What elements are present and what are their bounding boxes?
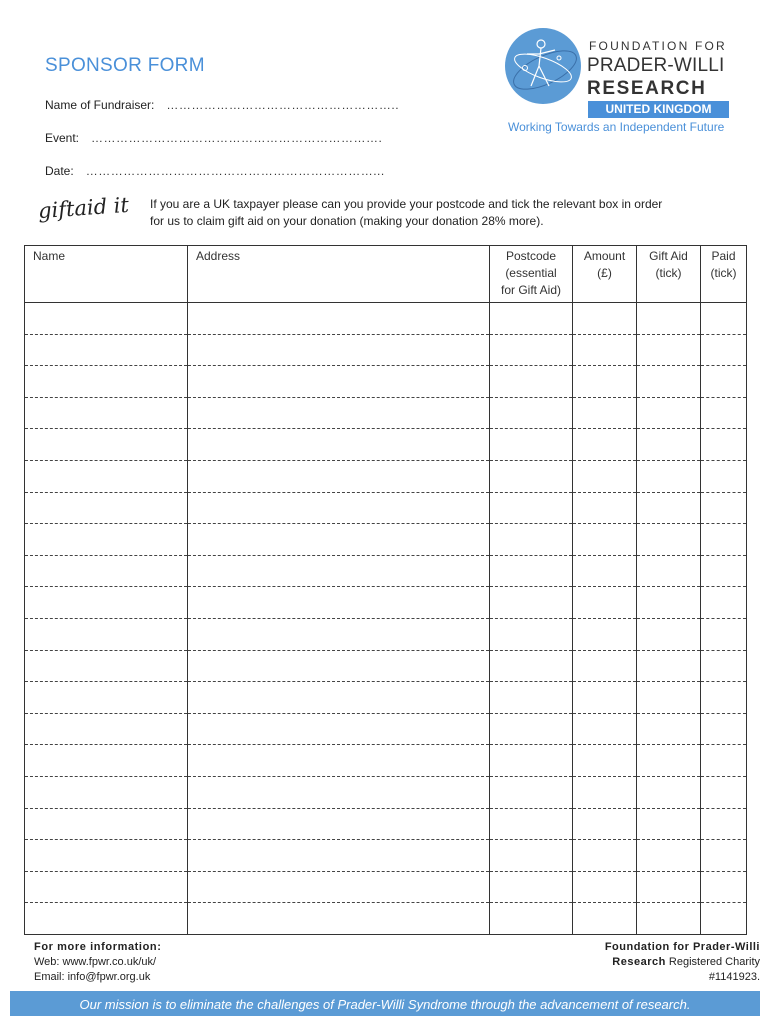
cell-amount[interactable] (573, 492, 637, 524)
cell-name[interactable] (25, 492, 188, 524)
cell-name[interactable] (25, 303, 188, 335)
cell-paid[interactable] (701, 303, 747, 335)
cell-name[interactable] (25, 871, 188, 903)
cell-name[interactable] (25, 618, 188, 650)
cell-amount[interactable] (573, 713, 637, 745)
charity-name-bold: Research (612, 956, 666, 968)
cell-giftaid[interactable] (637, 397, 701, 429)
cell-name[interactable] (25, 840, 188, 872)
cell-name[interactable] (25, 524, 188, 556)
cell-name[interactable] (25, 366, 188, 398)
cell-address[interactable] (188, 808, 490, 840)
cell-giftaid[interactable] (637, 492, 701, 524)
cell-paid[interactable] (701, 429, 747, 461)
cell-paid[interactable] (701, 555, 747, 587)
cell-address[interactable] (188, 903, 490, 935)
table-row (25, 460, 747, 492)
cell-paid[interactable] (701, 366, 747, 398)
charity-name-line1: Foundation for Prader-Willi (604, 941, 760, 953)
cell-giftaid[interactable] (637, 303, 701, 335)
cell-paid[interactable] (701, 840, 747, 872)
cell-address[interactable] (188, 524, 490, 556)
fundraiser-name-label: Name of Fundraiser: (45, 98, 155, 112)
table-row (25, 808, 747, 840)
fpwr-logo (505, 28, 737, 138)
cell-address[interactable] (188, 682, 490, 714)
cell-address[interactable] (188, 713, 490, 745)
cell-postcode[interactable] (490, 713, 573, 745)
cell-amount[interactable] (573, 555, 637, 587)
cell-name[interactable] (25, 776, 188, 808)
cell-amount[interactable] (573, 840, 637, 872)
cell-address[interactable] (188, 303, 490, 335)
cell-giftaid[interactable] (637, 808, 701, 840)
cell-address[interactable] (188, 366, 490, 398)
cell-name[interactable] (25, 397, 188, 429)
cell-postcode[interactable] (490, 524, 573, 556)
cell-giftaid[interactable] (637, 840, 701, 872)
cell-amount[interactable] (573, 745, 637, 777)
table-row (25, 555, 747, 587)
cell-postcode[interactable] (490, 682, 573, 714)
table-row (25, 492, 747, 524)
cell-amount[interactable] (573, 460, 637, 492)
table-row (25, 524, 747, 556)
cell-address[interactable] (188, 397, 490, 429)
giftaid-note-line1: If you are a UK taxpayer please can you provide your postcode and tick the relevant box in order (150, 197, 663, 211)
paid-header-line1: Paid (711, 249, 736, 263)
date-label: Date: (45, 164, 74, 178)
cell-paid[interactable] (701, 745, 747, 777)
amount-header-line2: (£) (597, 266, 612, 280)
col-amount-header (573, 246, 637, 303)
table-header-row (25, 246, 747, 303)
giftaid-header-line2: (tick) (655, 266, 682, 280)
cell-name[interactable] (25, 587, 188, 619)
cell-name[interactable] (25, 903, 188, 935)
logo-tagline: Working Towards an Independent Future (508, 120, 725, 134)
cell-giftaid[interactable] (637, 429, 701, 461)
cell-address[interactable] (188, 776, 490, 808)
mission-banner: Our mission is to eliminate the challenges of Prader-Willi Syndrome through the advancement of research. (10, 991, 760, 1016)
cell-giftaid[interactable] (637, 682, 701, 714)
col-name-header: Name (25, 246, 188, 303)
table-row (25, 303, 747, 335)
table-row (25, 871, 747, 903)
table-row (25, 745, 747, 777)
postcode-header-line1: Postcode (505, 249, 557, 263)
cell-giftaid[interactable] (637, 587, 701, 619)
logo-circle-icon (505, 28, 581, 104)
cell-address[interactable] (188, 650, 490, 682)
cell-address[interactable] (188, 745, 490, 777)
cell-postcode[interactable] (490, 871, 573, 903)
cell-address[interactable] (188, 840, 490, 872)
cell-giftaid[interactable] (637, 903, 701, 935)
cell-amount[interactable] (573, 397, 637, 429)
cell-postcode[interactable] (490, 808, 573, 840)
amount-header-line1: Amount (583, 249, 626, 263)
table-row (25, 650, 747, 682)
cell-address[interactable] (188, 460, 490, 492)
cell-paid[interactable] (701, 524, 747, 556)
cell-giftaid[interactable] (637, 524, 701, 556)
cell-postcode[interactable] (490, 587, 573, 619)
cell-giftaid[interactable] (637, 776, 701, 808)
charity-registered: Registered Charity (665, 956, 760, 968)
col-postcode-header (490, 246, 573, 303)
col-address-header: Address (188, 246, 490, 303)
cell-amount[interactable] (573, 524, 637, 556)
cell-paid[interactable] (701, 460, 747, 492)
table-row (25, 682, 747, 714)
cell-giftaid[interactable] (637, 745, 701, 777)
cell-giftaid[interactable] (637, 650, 701, 682)
event-field[interactable] (45, 131, 382, 145)
cell-paid[interactable] (701, 903, 747, 935)
cell-paid[interactable] (701, 334, 747, 366)
cell-name[interactable] (25, 808, 188, 840)
date-dots: ……………………………………………………………... (85, 164, 385, 178)
cell-giftaid[interactable] (637, 618, 701, 650)
cell-address[interactable] (188, 618, 490, 650)
cell-postcode[interactable] (490, 618, 573, 650)
cell-postcode[interactable] (490, 303, 573, 335)
paid-header-line2: (tick) (710, 266, 737, 280)
cell-amount[interactable] (573, 650, 637, 682)
cell-paid[interactable] (701, 492, 747, 524)
cell-name[interactable] (25, 555, 188, 587)
cell-postcode[interactable] (490, 776, 573, 808)
cell-address[interactable] (188, 429, 490, 461)
cell-postcode[interactable] (490, 555, 573, 587)
footer-contact (34, 940, 162, 985)
sponsor-table (24, 245, 747, 935)
cell-amount[interactable] (573, 366, 637, 398)
fundraiser-name-field[interactable] (45, 98, 399, 112)
cell-postcode[interactable] (490, 840, 573, 872)
cell-amount[interactable] (573, 618, 637, 650)
table-row (25, 903, 747, 935)
event-label: Event: (45, 131, 80, 145)
cell-giftaid[interactable] (637, 871, 701, 903)
cell-address[interactable] (188, 492, 490, 524)
cell-paid[interactable] (701, 397, 747, 429)
giftaid-logo: giftaid it (37, 192, 130, 224)
cell-giftaid[interactable] (637, 334, 701, 366)
cell-postcode[interactable] (490, 366, 573, 398)
cell-paid[interactable] (701, 808, 747, 840)
logo-line2: PRADER-WILLI (587, 55, 725, 76)
giftaid-note (150, 196, 740, 230)
giftaid-header-line1: Gift Aid (649, 249, 688, 263)
cell-postcode[interactable] (490, 650, 573, 682)
date-field[interactable] (45, 164, 385, 178)
table-row (25, 334, 747, 366)
cell-paid[interactable] (701, 682, 747, 714)
cell-giftaid[interactable] (637, 366, 701, 398)
cell-amount[interactable] (573, 776, 637, 808)
table-row (25, 587, 747, 619)
more-info-heading: For more information: (34, 941, 162, 953)
cell-giftaid[interactable] (637, 555, 701, 587)
charity-number: #1141923. (708, 971, 760, 983)
cell-amount[interactable] (573, 808, 637, 840)
table-row (25, 776, 747, 808)
event-dots: ……………………………………………………………. (91, 131, 383, 145)
cell-postcode[interactable] (490, 397, 573, 429)
cell-amount[interactable] (573, 334, 637, 366)
cell-paid[interactable] (701, 713, 747, 745)
cell-postcode[interactable] (490, 903, 573, 935)
logo-line1: FOUNDATION FOR (589, 39, 727, 53)
cell-postcode[interactable] (490, 492, 573, 524)
giftaid-note-line2: for us to claim gift aid on your donation (making your donation 28% more). (150, 214, 544, 228)
cell-amount[interactable] (573, 682, 637, 714)
footer-web[interactable]: Web: www.fpwr.co.uk/uk/ (34, 956, 157, 968)
footer-charity (605, 940, 760, 985)
postcode-header-line2: (essential (505, 266, 557, 280)
cell-address[interactable] (188, 555, 490, 587)
table-row (25, 366, 747, 398)
cell-address[interactable] (188, 587, 490, 619)
cell-postcode[interactable] (490, 429, 573, 461)
page-title: SPONSOR FORM (45, 55, 205, 76)
cell-address[interactable] (188, 334, 490, 366)
table-row (25, 618, 747, 650)
postcode-header-line3: for Gift Aid) (500, 283, 562, 297)
cell-giftaid[interactable] (637, 713, 701, 745)
cell-name[interactable] (25, 429, 188, 461)
cell-name[interactable] (25, 460, 188, 492)
cell-paid[interactable] (701, 871, 747, 903)
cell-amount[interactable] (573, 871, 637, 903)
cell-name[interactable] (25, 682, 188, 714)
cell-paid[interactable] (701, 587, 747, 619)
cell-amount[interactable] (573, 903, 637, 935)
cell-name[interactable] (25, 713, 188, 745)
footer-email[interactable]: Email: info@fpwr.org.uk (34, 971, 151, 983)
cell-address[interactable] (188, 871, 490, 903)
fundraiser-name-dots: ……………………………………………….. (166, 98, 400, 112)
cell-postcode[interactable] (490, 745, 573, 777)
logo-line3: RESEARCH (587, 78, 707, 99)
cell-amount[interactable] (573, 587, 637, 619)
cell-giftaid[interactable] (637, 460, 701, 492)
cell-postcode[interactable] (490, 460, 573, 492)
table-row (25, 397, 747, 429)
col-paid-header (701, 246, 747, 303)
cell-paid[interactable] (701, 618, 747, 650)
charity-line2 (605, 955, 760, 970)
cell-postcode[interactable] (490, 334, 573, 366)
table-row (25, 840, 747, 872)
table-row (25, 713, 747, 745)
cell-paid[interactable] (701, 776, 747, 808)
cell-amount[interactable] (573, 429, 637, 461)
col-giftaid-header (637, 246, 701, 303)
cell-paid[interactable] (701, 650, 747, 682)
logo-country-badge: UNITED KINGDOM (588, 101, 729, 118)
cell-name[interactable] (25, 334, 188, 366)
table-row (25, 429, 747, 461)
cell-name[interactable] (25, 745, 188, 777)
cell-name[interactable] (25, 650, 188, 682)
cell-amount[interactable] (573, 303, 637, 335)
